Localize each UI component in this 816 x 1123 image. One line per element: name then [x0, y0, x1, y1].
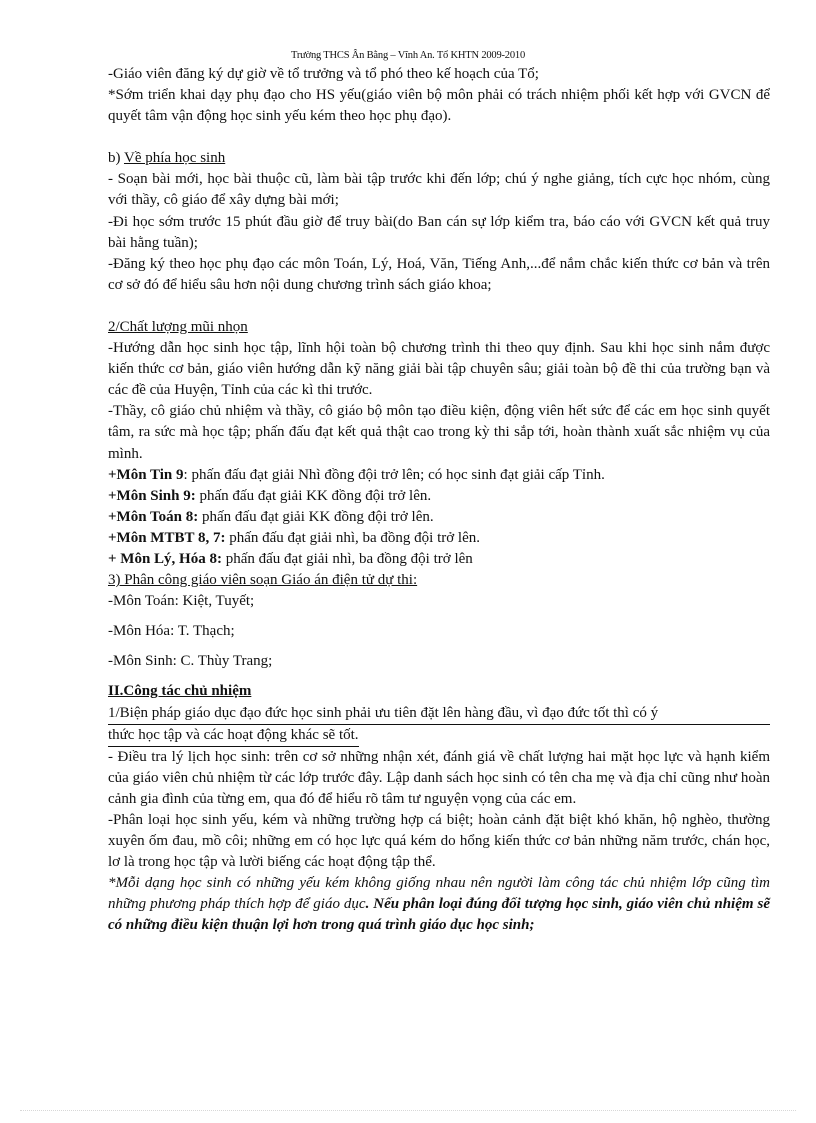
approach-note-bold: . Nếu phân loại đúng đối tượng học sinh, giáo viên chủ nhiệm sẽ có những điều kiện thuận lợi hơn trong quá trình giáo dục học sinh;: [108, 896, 770, 934]
heading-lesson-assignment: 3) Phân công giáo viên soạn Giáo án điện tử dự thi:: [108, 572, 418, 589]
page-header: Trường THCS Ân Bằng – Vĩnh An. Tổ KHTN 2009-2010: [290, 50, 526, 61]
subject-target: phấn đấu đạt giải nhì, ba đồng đội trở lên: [221, 550, 473, 567]
paragraph-student-classification: -Phân loại học sinh yếu, kém và những trường hợp cá biệt; hoàn cảnh đặt biệt khó khăn, hộ nghèo, thường xuyên ốm đau, mồ côi; những em có học lực quá kém do hổng kiến thức cơ bản những năm trước, chán học, lơ là trong học tập và lười biếng các hoạt động tập thể.: [108, 812, 770, 871]
paragraph-background-survey: - Điều tra lý lịch học sinh: trên cơ sở những nhận xét, đánh giá về chất lượng hai mặt học lực và hạnh kiểm của giáo viên chủ nhiệm từ các lớp trước đây. Lập danh sách học sinh có tên cha mẹ và địa chỉ cũng như hoàn cảnh gia đình của từng em, qua đó để hiểu rõ tâm tư nguyện vọng của các em.: [108, 748, 770, 807]
subject-label: +Môn Tin 9: [108, 466, 184, 483]
paragraph-tutoring-registration: -Đăng ký theo học phụ đạo các môn Toán, Lý, Hoá, Văn, Tiếng Anh,...để nắm chắc kiến thức cơ bản và trên cơ sở đó để hiểu sâu hơn nội dung chương trình sách giáo khoa;: [108, 255, 770, 293]
heading-moral-education: [108, 703, 770, 747]
paragraph-support: -Thầy, cô giáo chủ nhiệm và thầy, cô giáo bộ môn tạo điều kiện, động viên hết sức để các em học sinh quyết tâm, ra sức mà học tập; phấn đấu đạt kết quả thật cao trong kỳ thi sắp tới, hoàn thành xuất sắc nhiệm vụ của mình.: [108, 403, 770, 462]
subject-target: : phấn đấu đạt giải Nhì đồng đội trở lên; có học sinh đạt giải cấp Tỉnh.: [183, 466, 605, 483]
subject-label: + Môn Lý, Hóa 8:: [108, 550, 222, 567]
moral-education-line-1: 1/Biện pháp giáo dục đạo đức học sinh phải ưu tiên đặt lên hàng đầu, vì đạo đức tốt thì có ý: [108, 703, 770, 725]
subject-label: +Môn Sinh 9:: [108, 487, 196, 504]
paragraph-tutoring: *Sớm triển khai dạy phụ đạo cho HS yếu(giáo viên bộ môn phải có trách nhiệm phối kết hợp với GVCN để quyết tâm vận động học sinh yếu kém theo học phụ đạo).: [108, 87, 770, 125]
subject-target-item: [108, 486, 770, 507]
subject-target: phấn đấu đạt giải nhì, ba đồng đội trở lên.: [225, 529, 480, 546]
paragraph-student-prep: - Soạn bài mới, học bài thuộc cũ, làm bài tập trước khi đến lớp; chú ý nghe giảng, tích cực học nhóm, cùng với thầy, cô giáo để xây dựng bài mới;: [108, 171, 770, 209]
paragraph-guidance: -Hướng dẫn học sinh học tập, lĩnh hội toàn bộ chương trình thi theo quy định. Sau khi học sinh nắm được kiến thức cơ bản, giáo viên hướng dẫn kỹ năng giải bài tập chuyên sâu; giải toàn bộ đề thi của trường bạn và các đề của Huyện, Tỉnh của các kì thi trước.: [108, 340, 770, 399]
paragraph-early-attendance: -Đi học sớm trước 15 phút đầu giờ để truy bài(do Ban cán sự lớp kiểm tra, báo cáo với GVCN kết quả truy bài hằng tuần);: [108, 213, 770, 251]
subject-target-item: [108, 465, 770, 486]
heading-students-prefix: b): [108, 150, 124, 167]
assignment-item: -Môn Hóa: T. Thạch;: [108, 623, 235, 640]
heading-students-title: Về phía học sinh: [123, 150, 226, 167]
heading-elite-quality: 2/Chất lượng mũi nhọn: [108, 318, 248, 335]
subject-target: phấn đấu đạt giải KK đồng đội trở lên.: [198, 508, 434, 525]
assignment-item: -Môn Toán: Kiệt, Tuyết;: [108, 593, 255, 610]
heading-students: [108, 148, 770, 169]
subject-target-item: [108, 549, 770, 570]
heading-homeroom-work: II.Công tác chủ nhiệm: [108, 683, 252, 700]
assignment-item: -Môn Sinh: C. Thùy Trang;: [108, 653, 273, 670]
paragraph-approach-note: [108, 873, 770, 936]
page-bottom-border: [20, 1110, 796, 1111]
subject-label: +Môn MTBT 8, 7:: [108, 529, 226, 546]
subject-label: +Môn Toán 8:: [108, 508, 199, 525]
approach-note-italic: *Mỗi dạng học sinh có những yếu kém không giống nhau nên người làm công tác chủ nhiệm lớp cũng tìm những phương pháp thích hợp để giáo dục: [108, 875, 770, 913]
subject-target-item: [108, 528, 770, 549]
subject-target: phấn đấu đạt giải KK đồng đội trở lên.: [195, 487, 432, 504]
document-body: [108, 64, 770, 937]
moral-education-line-2: thức học tập và các hoạt động khác sẽ tốt.: [108, 725, 359, 747]
subject-target-item: [108, 507, 770, 528]
paragraph-teacher-registration: -Giáo viên đăng ký dự giờ về tổ trưởng và tổ phó theo kế hoạch của Tổ;: [108, 66, 539, 82]
